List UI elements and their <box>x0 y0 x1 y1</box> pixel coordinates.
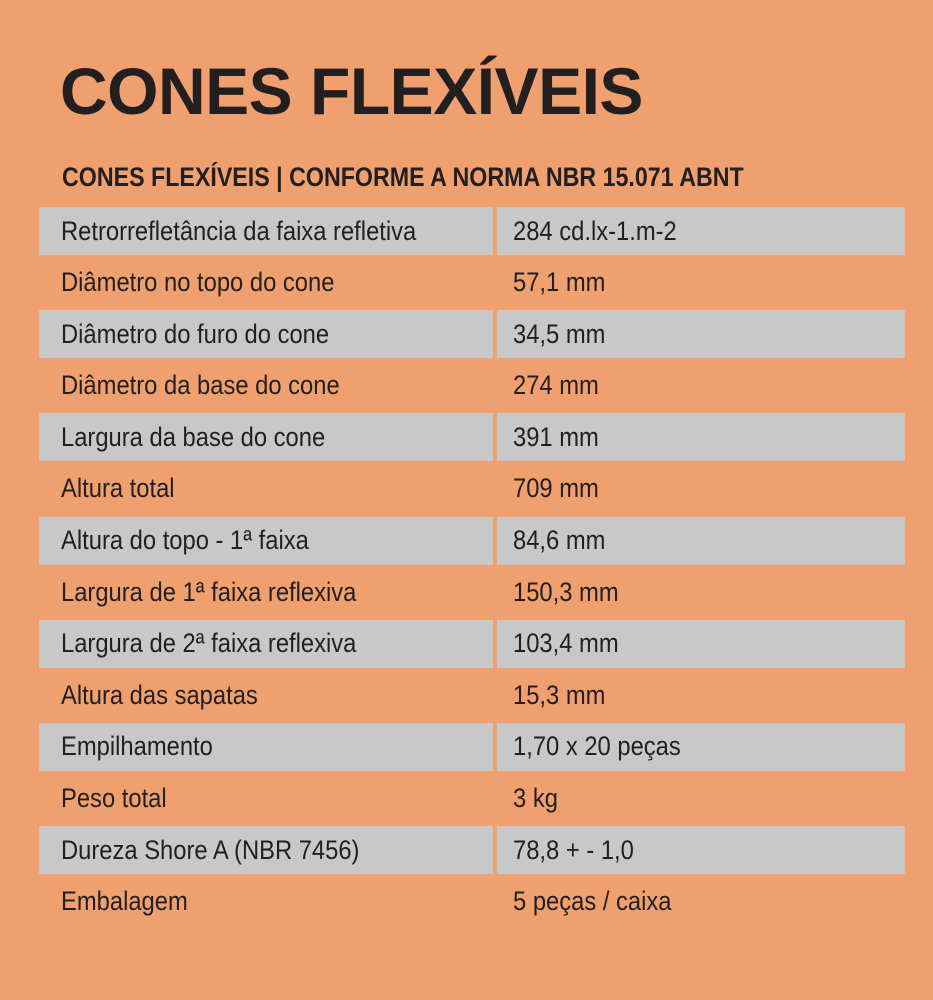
spec-label-cell <box>39 671 493 719</box>
spec-row <box>39 723 905 771</box>
spec-row <box>39 671 905 719</box>
spec-value-cell <box>497 362 905 410</box>
spec-label: Diâmetro do furo do cone <box>61 318 330 349</box>
spec-value: 709 mm <box>513 473 599 504</box>
spec-value: 84,6 mm <box>513 525 606 556</box>
spec-label: Peso total <box>61 783 167 814</box>
spec-value: 34,5 mm <box>513 318 606 349</box>
spec-label-cell <box>39 620 493 668</box>
spec-row <box>39 207 905 255</box>
spec-row <box>39 878 905 926</box>
spec-label: Altura do topo - 1ª faixa <box>61 525 309 556</box>
spec-label: Embalagem <box>61 886 188 917</box>
spec-label: Largura da base do cone <box>61 421 326 452</box>
spec-value-cell <box>497 259 905 307</box>
spec-label-cell <box>39 310 493 358</box>
spec-value: 57,1 mm <box>513 267 606 298</box>
spec-row <box>39 310 905 358</box>
spec-label-cell <box>39 517 493 565</box>
spec-label-cell <box>39 568 493 616</box>
spec-value-cell <box>497 775 905 823</box>
spec-value: 391 mm <box>513 421 599 452</box>
spec-value-cell <box>497 620 905 668</box>
spec-label-cell <box>39 723 493 771</box>
section-heading: CONES FLEXÍVEIS | CONFORME A NORMA NBR 15.071 ABNT <box>62 162 744 192</box>
spec-label-cell <box>39 465 493 513</box>
spec-label: Retrorrefletância da faixa refletiva <box>61 215 417 246</box>
spec-value-cell <box>497 517 905 565</box>
spec-row <box>39 465 905 513</box>
spec-label-cell <box>39 775 493 823</box>
spec-label-cell <box>39 826 493 874</box>
spec-value-cell <box>497 413 905 461</box>
spec-value-cell <box>497 671 905 719</box>
spec-label: Diâmetro no topo do cone <box>61 267 335 298</box>
spec-value: 1,70 x 20 peças <box>513 731 681 762</box>
spec-value: 150,3 mm <box>513 576 619 607</box>
spec-value: 284 cd.lx-1.m-2 <box>513 215 677 246</box>
spec-row <box>39 413 905 461</box>
spec-value: 103,4 mm <box>513 628 619 659</box>
spec-label-cell <box>39 362 493 410</box>
spec-value: 5 peças / caixa <box>513 886 672 917</box>
spec-label: Altura total <box>61 473 175 504</box>
spec-label: Dureza Shore A (NBR 7456) <box>61 834 360 865</box>
spec-label-cell <box>39 207 493 255</box>
page-title: CONES FLEXÍVEIS <box>60 54 643 128</box>
spec-row <box>39 826 905 874</box>
spec-row <box>39 620 905 668</box>
spec-row <box>39 362 905 410</box>
spec-label: Largura de 1ª faixa reflexiva <box>61 576 357 607</box>
spec-value-cell <box>497 826 905 874</box>
spec-value-cell <box>497 723 905 771</box>
spec-row <box>39 517 905 565</box>
spec-label-cell <box>39 413 493 461</box>
spec-value: 78,8 + - 1,0 <box>513 834 634 865</box>
spec-row <box>39 775 905 823</box>
spec-value-cell <box>497 568 905 616</box>
spec-row <box>39 568 905 616</box>
spec-row <box>39 259 905 307</box>
spec-label-cell <box>39 878 493 926</box>
spec-value-cell <box>497 878 905 926</box>
spec-value: 274 mm <box>513 370 599 401</box>
spec-value-cell <box>497 310 905 358</box>
spec-value-cell <box>497 207 905 255</box>
spec-table <box>39 207 905 929</box>
spec-label: Largura de 2ª faixa reflexiva <box>61 628 357 659</box>
spec-label: Empilhamento <box>61 731 213 762</box>
spec-label: Altura das sapatas <box>61 679 258 710</box>
spec-value-cell <box>497 465 905 513</box>
spec-value: 3 kg <box>513 783 558 814</box>
spec-label-cell <box>39 259 493 307</box>
spec-value: 15,3 mm <box>513 679 606 710</box>
spec-label: Diâmetro da base do cone <box>61 370 340 401</box>
